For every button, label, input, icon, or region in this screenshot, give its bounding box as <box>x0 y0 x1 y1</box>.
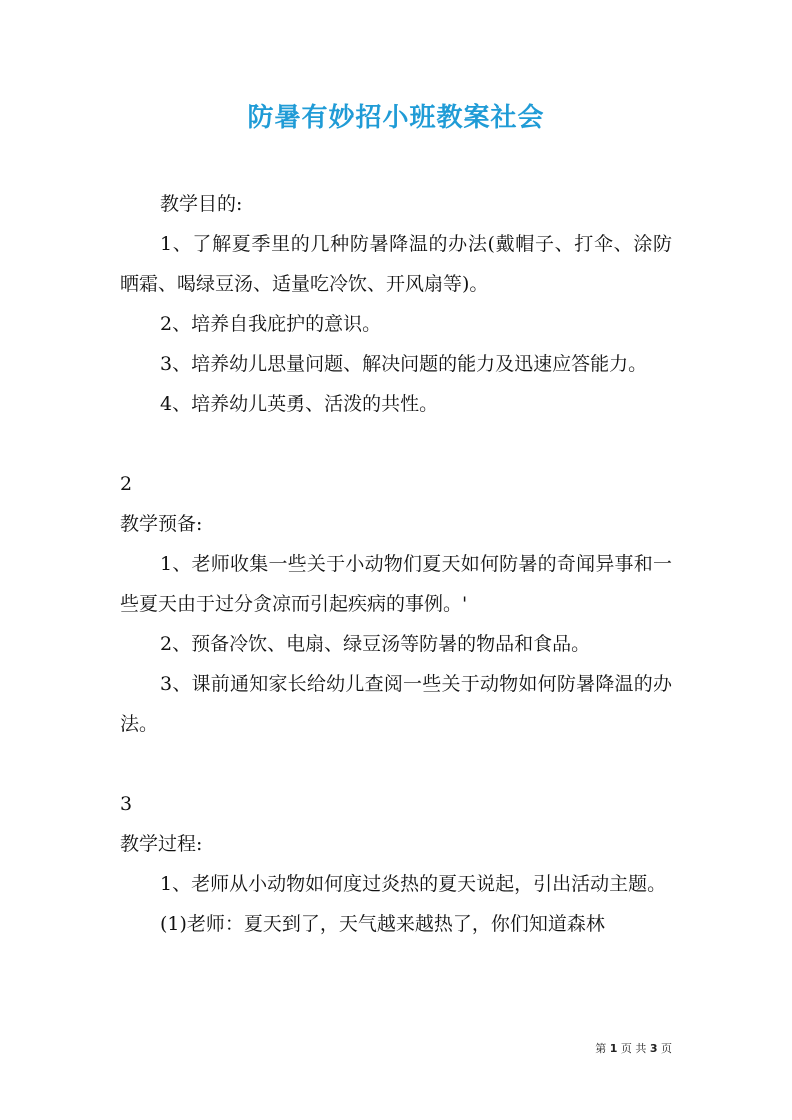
list-item: 3、课前通知家长给幼儿查阅一些关于动物如何防暑降温的办法。 <box>120 673 672 735</box>
list-item: 1、老师从小动物如何度过炎热的夏天说起，引出活动主题。 <box>160 873 667 895</box>
footer-label-page: 第 <box>595 1042 607 1055</box>
section-heading-process: 教学过程: <box>120 833 203 855</box>
footer-label-pages: 页 <box>661 1042 672 1055</box>
section-heading-preparation: 教学预备: <box>120 513 203 535</box>
document-body <box>120 184 672 944</box>
list-item: (1)老师：夏天到了，天气越来越热了，你们知道森林 <box>160 913 605 935</box>
total-pages-number: 3 <box>649 1042 658 1055</box>
page-title: 防暑有妙招小班教案社会 <box>247 103 545 133</box>
list-item: 2、预备冷饮、电扇、绿豆汤等防暑的物品和食品。 <box>160 633 591 655</box>
page-footer <box>0 1041 672 1057</box>
section-gap <box>120 744 672 784</box>
list-item: 2、培养自我庇护的意识。 <box>160 313 382 335</box>
current-page-number: 1 <box>609 1042 618 1055</box>
footer-label-of: 页 共 <box>620 1042 647 1055</box>
section-gap <box>120 424 672 464</box>
section-number: 2 <box>120 473 133 495</box>
list-item: 1、了解夏季里的几种防暑降温的办法(戴帽子、打伞、涂防晒霜、喝绿豆汤、适量吃冷饮、开风扇等)。 <box>120 233 672 295</box>
list-item: 4、培养幼儿英勇、活泼的共性。 <box>160 393 439 415</box>
list-item: 1、老师收集一些关于小动物们夏天如何防暑的奇闻异事和一些夏天由于过分贪凉而引起疾病的事例。' <box>120 553 672 615</box>
section-number: 3 <box>120 793 133 815</box>
section-heading-objectives: 教学目的: <box>160 193 243 215</box>
list-item: 3、培养幼儿思量问题、解决问题的能力及迅速应答能力。 <box>160 353 648 375</box>
